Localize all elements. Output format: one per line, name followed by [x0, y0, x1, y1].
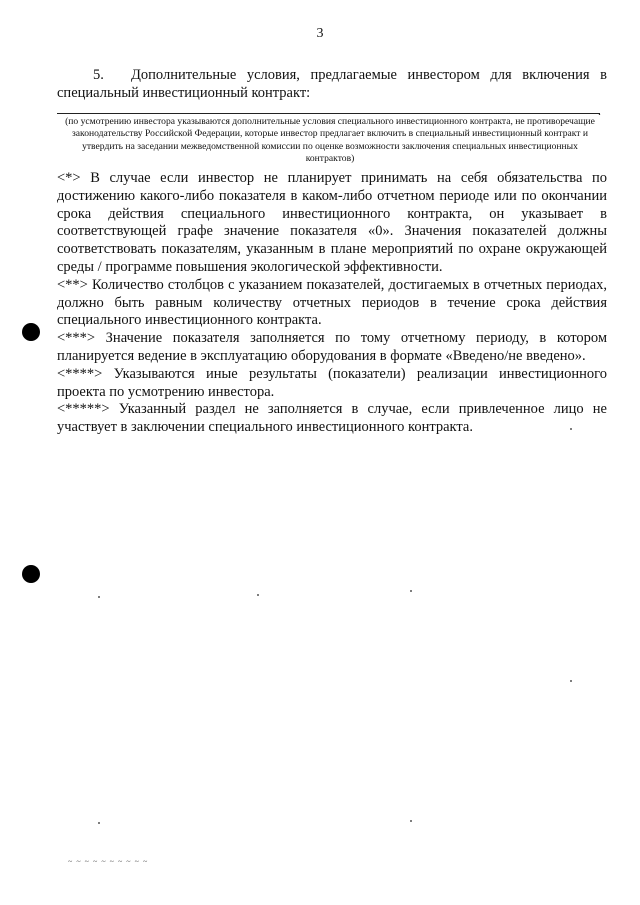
scan-speck [257, 594, 259, 596]
scan-speck [570, 428, 572, 430]
footnote-4: <****> Указываются иные результаты (показатели) реализации инвестиционного проекта по усмотрению инвестора. [57, 365, 607, 400]
footnote-2: <**> Количество столбцов с указанием показателей, достигаемых в отчетных периодах, должно быть равным количеству отчетных периодов в течение срока действия специального инвестиционного контракта. [57, 276, 607, 329]
section-5 [57, 66, 607, 102]
footnotes [57, 170, 607, 437]
scan-speck [98, 822, 100, 824]
footnote-5: <*****> Указанный раздел не заполняется в случае, если привлеченное лицо не участвует в заключении специального инвестиционного контракта. [57, 401, 607, 436]
section-5-caption: (по усмотрению инвестора указываются дополнительные условия специального инвестиционного контракта, не противоречащие законодательству Российской Федерации, которые инвестор предлагает включить в специальный инвестиционный контракт и утвердить на заседании межведомственной комиссии по оценке возможности заключения специальных инвестиционных контрактов) [65, 116, 595, 165]
scan-speck [410, 820, 412, 822]
punch-hole-mark-bottom [22, 565, 40, 583]
scan-speck [98, 596, 100, 598]
section-5-heading-text: Дополнительные условия, предлагаемые инвестором для включения в специальный инвестиционный контракт: [57, 67, 607, 101]
fill-in-line-end-dot: . [598, 104, 601, 118]
section-5-heading [57, 66, 607, 102]
footnote-3: <***> Значение показателя заполняется по тому отчетному периоду, в котором планируется ведение в эксплуатацию оборудования в формате «Введено/не введено». [57, 330, 607, 364]
scan-speck [410, 590, 412, 592]
punch-hole-mark-top [22, 323, 40, 341]
footnote-1: <*> В случае если инвестор не планирует принимать на себя обязательства по достижению какого-либо показателя в каком-либо отчетном периоде или по окончании срока действия специального инвестиционного контракта, он указывает в соответствующей графе значение показателя «0». Значения показателей должны соответствовать показателям, указанным в плане мероприятий по охране окружающей среды / программе повышения экологической эффективности. [57, 170, 607, 275]
scan-speck [570, 680, 572, 682]
scan-noise-mark: ~ ~ ~ ~ ~ ~ ~ ~ ~ ~ [68, 857, 149, 866]
page-number: 3 [316, 26, 324, 41]
fill-in-line [57, 113, 600, 114]
section-5-number: 5. [93, 67, 104, 83]
